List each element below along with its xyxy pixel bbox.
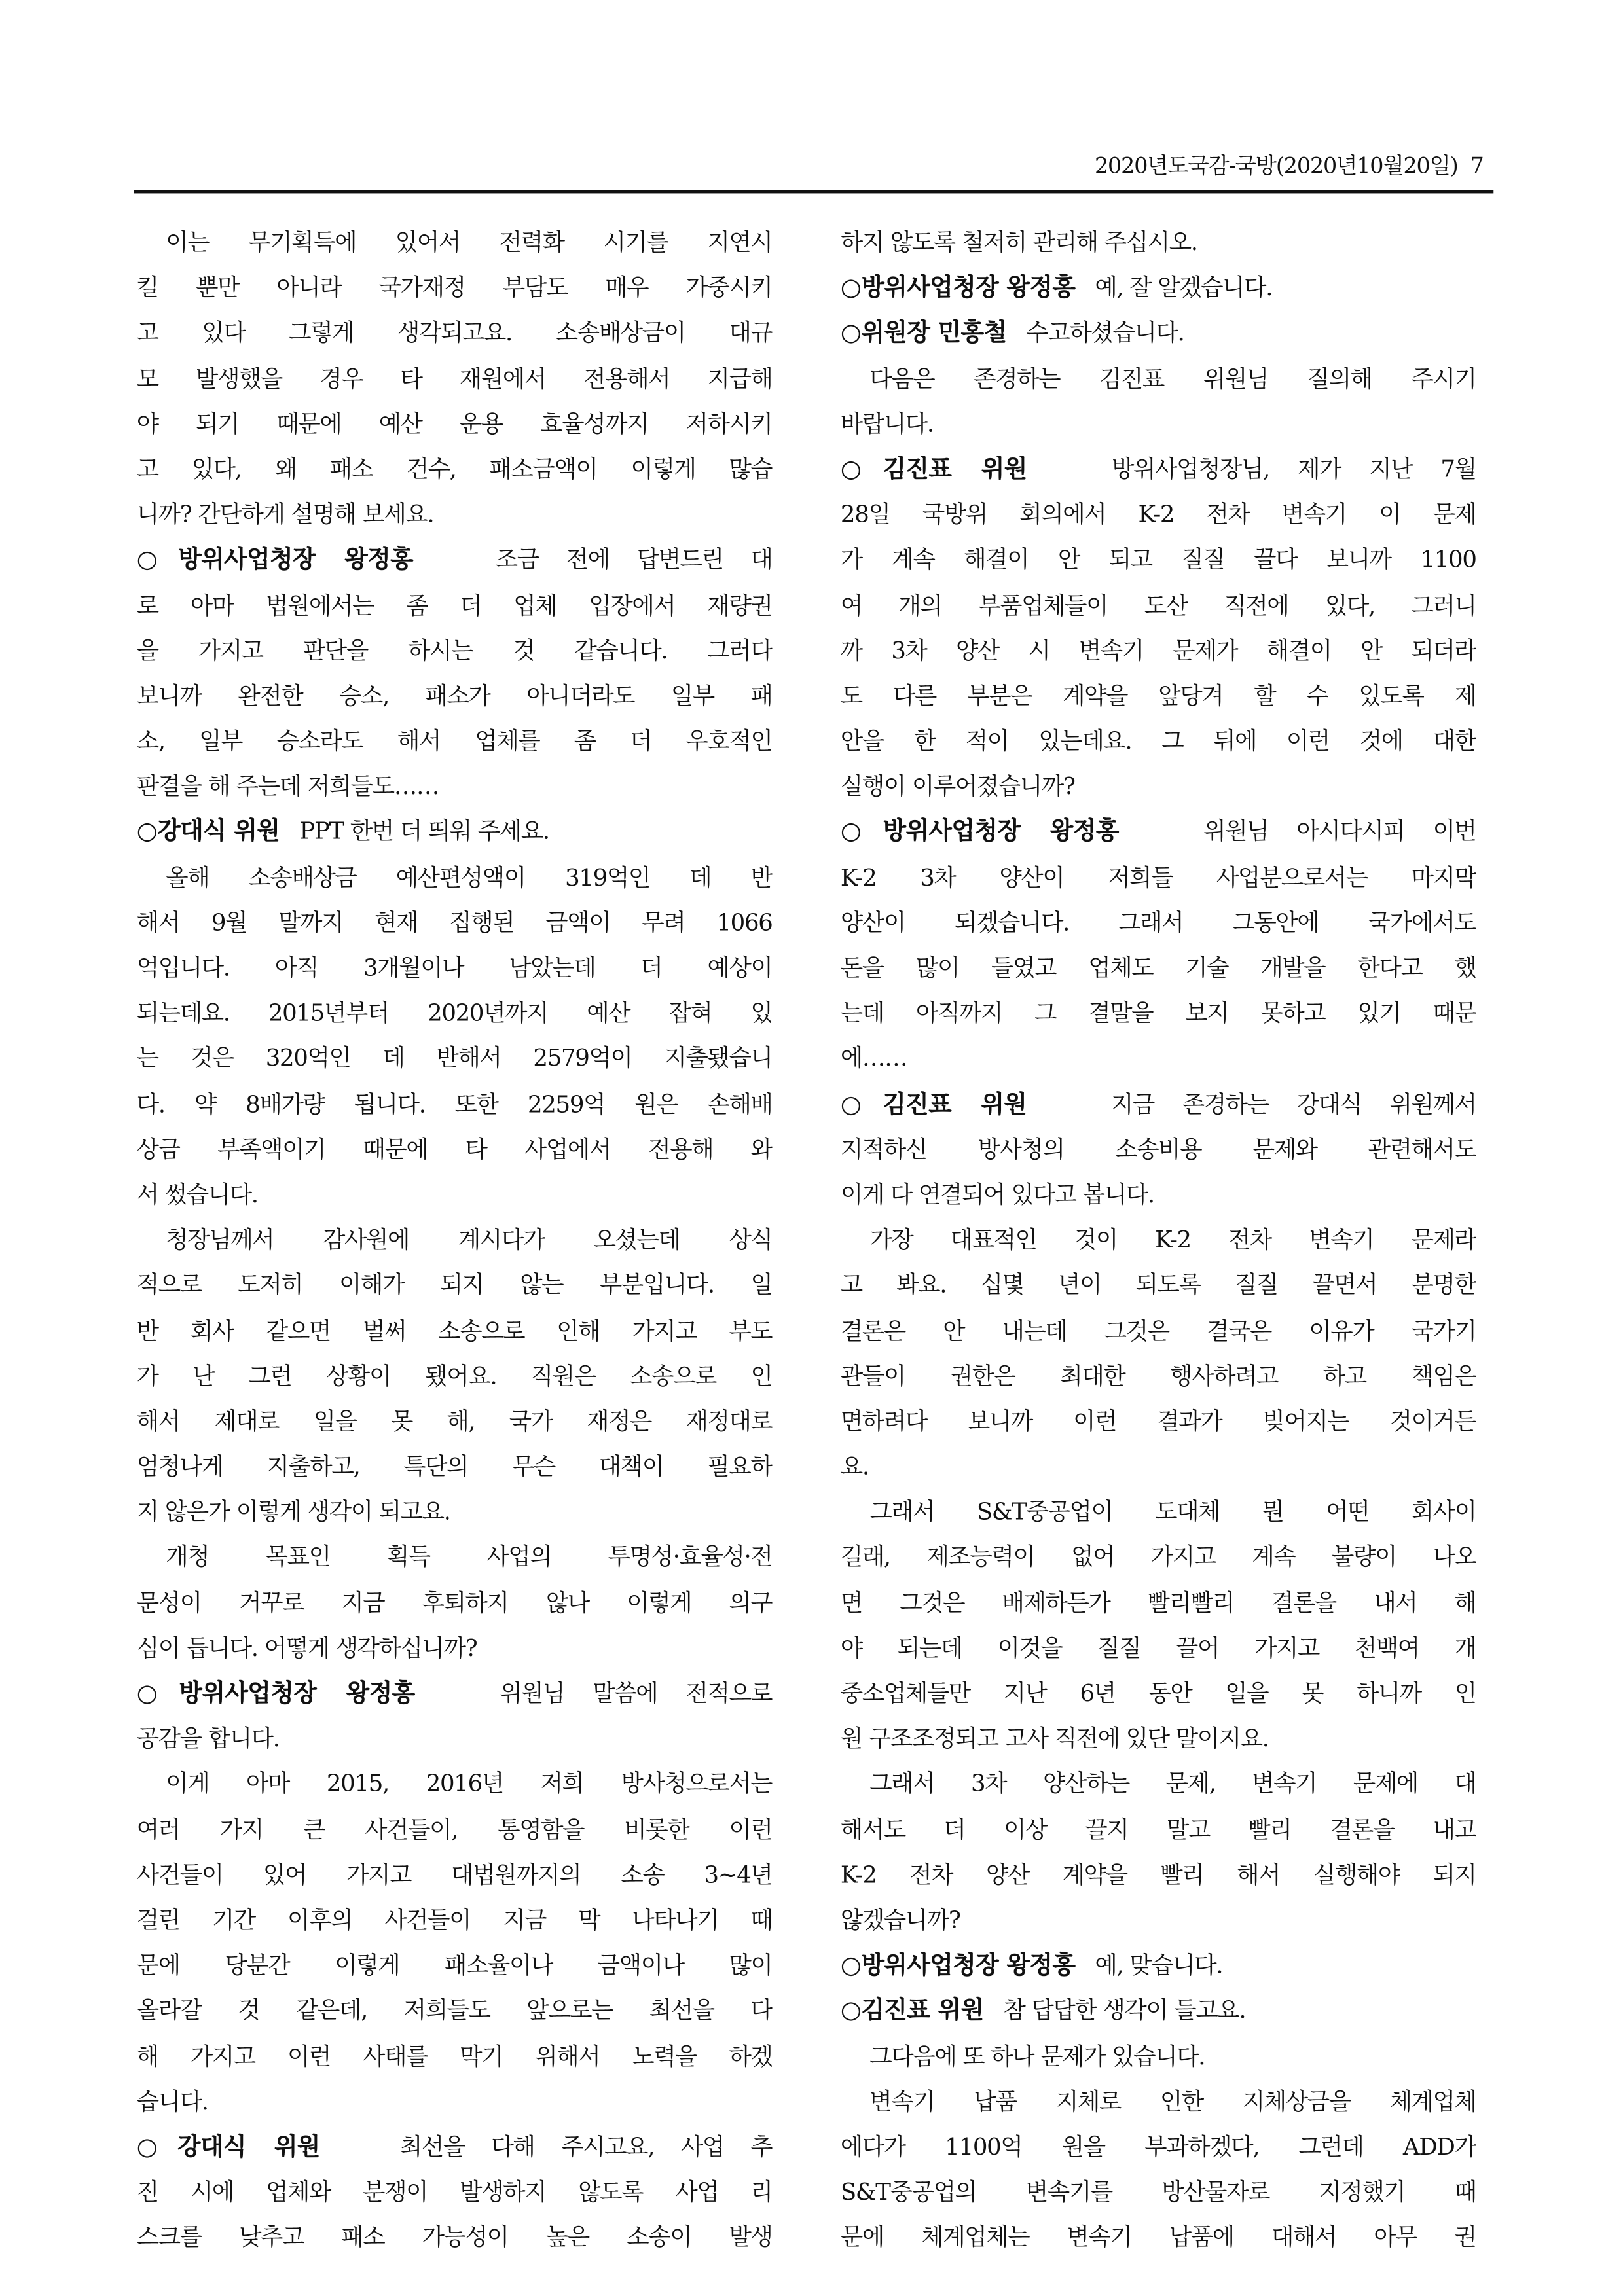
text-line: 중소업체들만 지난 6년 동안 일을 못 하니까 인 xyxy=(840,1679,1476,1707)
text-line: 보니까 완전한 승소, 패소가 아니더라도 일부 패 xyxy=(136,681,773,709)
text-line: 억입니다. 아직 3개월이나 남았는데 더 예상이 xyxy=(136,954,773,982)
text-line: 고 있다, 왜 패소 건수, 패소금액이 이렇게 많습 xyxy=(136,455,773,483)
text-line: 면 그것은 배제하든가 빨리빨리 결론을 내서 해 xyxy=(840,1588,1476,1617)
running-header xyxy=(989,150,1483,181)
text-line: 심이 듭니다. 어떻게 생각하십니까? xyxy=(136,1634,477,1662)
text-line: 올라갈 것 같은데, 저희들도 앞으로는 최선을 다 xyxy=(136,1996,773,2024)
text-line: 면하려다 보니까 이런 결과가 빚어지는 것이거든 xyxy=(840,1407,1476,1435)
text-line: 적으로 도저히 이해가 되지 않는 부분입니다. 일 xyxy=(136,1271,773,1299)
speaker-label: ○방위사업청장 왕정홍 xyxy=(840,1951,1076,1979)
text-line: 엄청나게 지출하고, 특단의 무슨 대책이 필요하 xyxy=(136,1452,773,1480)
speech-text: PPT 한번 더 띄워 주세요. xyxy=(299,817,549,846)
text-line: 진 시에 업체와 분쟁이 발생하지 않도록 사업 리 xyxy=(136,2178,773,2206)
text-line: 문에 체계업체는 변속기 납품에 대해서 아무 권 xyxy=(840,2223,1476,2251)
text-line: 결론은 안 내는데 그것은 결국은 이유가 국가기 xyxy=(840,1316,1476,1344)
speaker-line xyxy=(841,446,1476,492)
speaker-line xyxy=(137,809,773,854)
speech-text: 위원님 아시다시피 이번 xyxy=(1203,817,1476,846)
text-line: 소, 일부 승소라도 해서 업체를 좀 더 우호적인 xyxy=(136,726,773,755)
text-line: 킬 뿐만 아니라 국가재정 부담도 매우 가중시키 xyxy=(136,274,773,302)
text-line: 개청 목표인 획득 사업의 투명성·효율성·전 xyxy=(166,1543,773,1571)
speaker-label: ○방위사업청장 왕정홍 xyxy=(840,274,1076,302)
speech-text: 예, 잘 알겠습니다. xyxy=(1095,274,1273,302)
speaker-line xyxy=(137,1670,773,1715)
text-line: 을 가지고 판단을 하시는 것 같습니다. 그러다 xyxy=(136,636,773,664)
text-line: 청장님께서 감사원에 계시다가 오셨는데 상식 xyxy=(166,1225,773,1254)
text-line: 되는데요. 2015년부터 2020년까지 예산 잡혀 있 xyxy=(136,999,773,1027)
text-line: 이게 다 연결되어 있다고 봅니다. xyxy=(840,1180,1154,1208)
text-line: 가 난 그런 상황이 됐어요. 직원은 소송으로 인 xyxy=(136,1361,773,1390)
text-line: 그다음에 또 하나 문제가 있습니다. xyxy=(869,2041,1205,2070)
text-line: 사건들이 있어 가지고 대법원까지의 소송 3∼4년 xyxy=(136,1860,773,1888)
text-line: 해서도 더 이상 끌지 말고 빨리 결론을 내고 xyxy=(840,1815,1476,1843)
text-line: 양산이 되겠습니다. 그래서 그동안에 국가에서도 xyxy=(840,908,1476,937)
text-line: 다. 약 8배가량 됩니다. 또한 2259억 원은 손해배 xyxy=(136,1090,773,1118)
text-line: 해 가지고 이런 사태를 막기 위해서 노력을 하겠 xyxy=(136,2041,773,2070)
text-line: 지 않은가 이렇게 생각이 되고요. xyxy=(136,1498,450,1526)
text-line: 올해 소송배상금 예산편성액이 319억인 데 반 xyxy=(166,863,773,891)
text-line: 는 것은 320억인 데 반해서 2579억이 지출됐습니 xyxy=(136,1044,773,1072)
text-line: 안을 한 적이 있는데요. 그 뒤에 이런 것에 대한 xyxy=(840,726,1476,755)
speech-text: 수고하셨습니다. xyxy=(1026,319,1184,347)
text-line: 습니다. xyxy=(136,2087,208,2115)
text-line: 서 썼습니다. xyxy=(136,1180,258,1208)
text-line: 에…… xyxy=(840,1044,907,1072)
speech-text: 최선을 다해 주시고요, 사업 추 xyxy=(399,2132,773,2161)
text-line: 지적하신 방사청의 소송비용 문제와 관련해서도 xyxy=(840,1135,1476,1163)
speaker-label: ○방위사업청장 왕정홍 xyxy=(136,545,414,573)
speaker-line xyxy=(841,809,1476,854)
text-line: 상금 부족액이기 때문에 타 사업에서 전용해 와 xyxy=(136,1135,773,1163)
speaker-label: ○방위사업청장 왕정홍 xyxy=(136,1679,415,1707)
text-line: 관들이 권한은 최대한 행사하려고 하고 책임은 xyxy=(840,1361,1476,1390)
header-divider xyxy=(134,190,1493,193)
speech-text: 예, 맞습니다. xyxy=(1095,1951,1223,1979)
speaker-label: ○김진표 위원 xyxy=(840,455,1027,483)
text-line: 돈을 많이 들였고 업체도 기술 개발을 한다고 했 xyxy=(840,954,1476,982)
text-line: 실행이 이루어졌습니까? xyxy=(840,772,1075,800)
text-line: 여 개의 부품업체들이 도산 직전에 있다, 그러니 xyxy=(840,590,1476,619)
header-spacer xyxy=(1458,152,1470,179)
text-line: 공감을 합니다. xyxy=(136,1724,280,1753)
text-line: 원 구조조정되고 고사 직전에 있단 말이지요. xyxy=(840,1724,1269,1753)
speaker-label: ○강대식 위원 xyxy=(136,817,280,846)
text-line: 다음은 존경하는 김진표 위원님 질의해 주시기 xyxy=(869,364,1476,392)
text-line: 반 회사 같으면 벌써 소송으로 인해 가지고 부도 xyxy=(136,1316,773,1344)
text-line: 가 계속 해결이 안 되고 질질 끌다 보니까 1100 xyxy=(840,545,1476,573)
text-line: K-2 전차 양산 계약을 빨리 해서 실행해야 되지 xyxy=(840,1860,1476,1888)
text-line: 그래서 S&T중공업이 도대체 뭔 어떤 회사이 xyxy=(869,1498,1476,1526)
text-line: 판결을 해 주는데 저희들도…… xyxy=(136,772,439,800)
speaker-line xyxy=(137,2124,773,2169)
speaker-label: ○방위사업청장 왕정홍 xyxy=(840,817,1119,846)
speaker-line xyxy=(137,537,773,582)
text-line: 문성이 거꾸로 지금 후퇴하지 않나 이렇게 의구 xyxy=(136,1588,773,1617)
header-title: 2020년도국감-국방(2020년10월20일) xyxy=(1094,152,1458,179)
page-number: 7 xyxy=(1470,152,1484,179)
text-line: 야 되는데 이것을 질질 끌어 가지고 천백여 개 xyxy=(840,1634,1476,1662)
speaker-line xyxy=(841,1988,1476,2033)
text-line: 바랍니다. xyxy=(840,409,934,438)
text-line: 않겠습니까? xyxy=(840,1905,960,1934)
speech-text: 참 답답한 생각이 들고요. xyxy=(1003,1996,1246,2024)
text-line: 고 봐요. 십몇 년이 되도록 질질 끌면서 분명한 xyxy=(840,1271,1476,1299)
text-line: 길래, 제조능력이 없어 가지고 계속 불량이 나오 xyxy=(840,1543,1476,1571)
speaker-label: ○김진표 위원 xyxy=(840,1090,1027,1118)
text-line: 까 3차 양산 시 변속기 문제가 해결이 안 되더라 xyxy=(840,636,1476,664)
text-line: 이는 무기획득에 있어서 전력화 시기를 지연시 xyxy=(166,228,773,256)
speaker-line xyxy=(841,265,1476,310)
speaker-line xyxy=(841,310,1476,355)
text-line: 스크를 낮추고 패소 가능성이 높은 소송이 발생 xyxy=(136,2223,773,2251)
text-line: 로 아마 법원에서는 좀 더 업체 입장에서 재량권 xyxy=(136,590,773,619)
text-line: S&T중공업의 변속기를 방산물자로 지정했기 때 xyxy=(840,2178,1476,2206)
text-line: 28일 국방위 회의에서 K-2 전차 변속기 이 문제 xyxy=(840,500,1476,528)
text-line: 걸린 기간 이후의 사건들이 지금 막 나타나기 때 xyxy=(136,1905,773,1934)
text-line: 야 되기 때문에 예산 운용 효율성까지 저하시키 xyxy=(136,409,773,438)
text-line: 고 있다 그렇게 생각되고요. 소송배상금이 대규 xyxy=(136,319,773,347)
speech-text: 조금 전에 답변드린 대 xyxy=(495,545,773,573)
text-line: 해서 제대로 일을 못 해, 국가 재정은 재정대로 xyxy=(136,1407,773,1435)
text-line: 요. xyxy=(840,1452,869,1480)
right-column xyxy=(841,219,1476,2259)
text-line: 도 다른 부분은 계약을 앞당겨 할 수 있도록 제 xyxy=(840,681,1476,709)
text-line: 는데 아직까지 그 결말을 보지 못하고 있기 때문 xyxy=(840,999,1476,1027)
text-line: 니까? 간단하게 설명해 보세요. xyxy=(136,500,434,528)
left-column xyxy=(137,219,773,2259)
speaker-label: ○김진표 위원 xyxy=(840,1996,984,2024)
text-line: 여러 가지 큰 사건들이, 통영함을 비롯한 이런 xyxy=(136,1815,773,1843)
speaker-line xyxy=(841,1943,1476,1988)
text-line: 에다가 1100억 원을 부과하겠다, 그런데 ADD가 xyxy=(840,2132,1476,2161)
text-line: 해서 9월 말까지 현재 집행된 금액이 무려 1066 xyxy=(136,908,773,937)
text-line: 하지 않도록 철저히 관리해 주십시오. xyxy=(840,228,1197,256)
text-line: 이게 아마 2015, 2016년 저희 방사청으로서는 xyxy=(166,1770,773,1798)
speaker-label: ○강대식 위원 xyxy=(136,2132,320,2161)
text-line: 그래서 3차 양산하는 문제, 변속기 문제에 대 xyxy=(869,1770,1476,1798)
speech-text: 지금 존경하는 강대식 위원께서 xyxy=(1111,1090,1476,1118)
speaker-line xyxy=(841,1081,1476,1126)
text-line: 문에 당분간 이렇게 패소율이나 금액이나 많이 xyxy=(136,1951,773,1979)
text-line: 변속기 납품 지체로 인한 지체상금을 체계업체 xyxy=(869,2087,1476,2115)
speech-text: 위원님 말씀에 전적으로 xyxy=(500,1679,773,1707)
text-line: 가장 대표적인 것이 K-2 전차 변속기 문제라 xyxy=(869,1225,1476,1254)
text-line: 모 발생했을 경우 타 재원에서 전용해서 지급해 xyxy=(136,364,773,392)
text-line: K-2 3차 양산이 저희들 사업분으로서는 마지막 xyxy=(840,863,1476,891)
speech-text: 방위사업청장님, 제가 지난 7월 xyxy=(1112,455,1476,483)
speaker-label: ○위원장 민홍철 xyxy=(840,319,1007,347)
